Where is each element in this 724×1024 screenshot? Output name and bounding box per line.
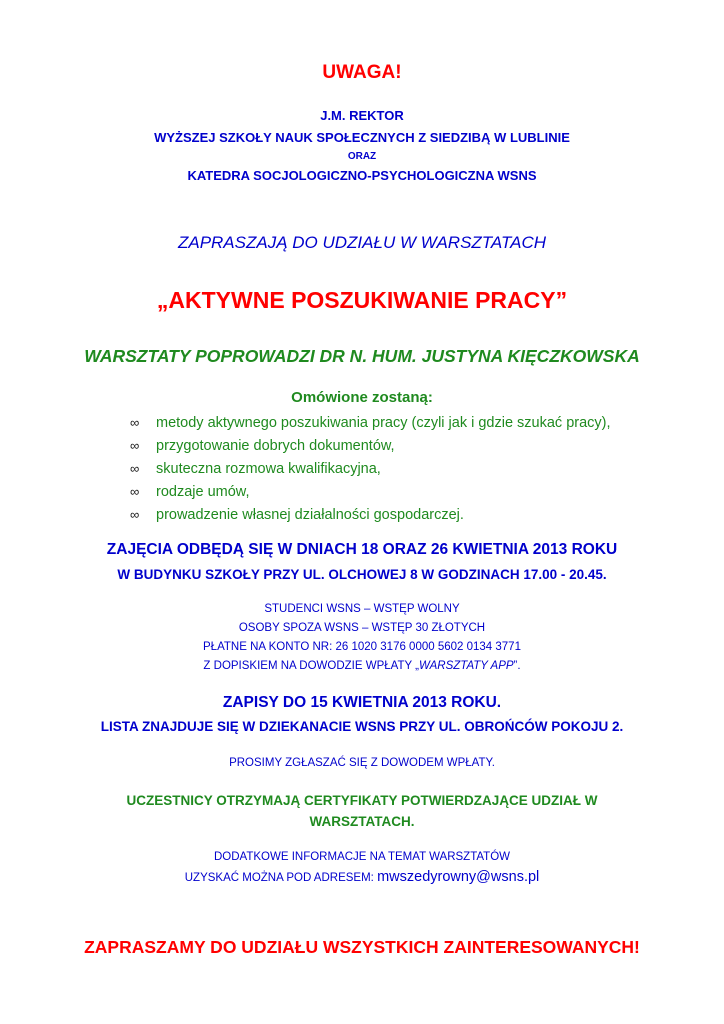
certificate-line-1: UCZESTNICY OTRZYMAJĄ CERTYFIKATY POTWIERDZAJĄCE UDZIAŁ W — [126, 793, 598, 808]
workshop-title: „AKTYWNE POSZUKIWANIE PRACY” — [156, 287, 568, 313]
and-connector: ORAZ — [347, 151, 377, 162]
infinity-bullet-icon: ∞ — [130, 484, 140, 499]
infinity-bullet-icon: ∞ — [130, 415, 140, 430]
department-name: KATEDRA SOCJOLOGICZNO-PSYCHOLOGICZNA WSNS — [187, 168, 537, 183]
topics-heading: Omówione zostaną: — [291, 389, 433, 406]
registration-list: LISTA ZNAJDUJE SIĘ W DZIEKANACIE WSNS PRZY UL. OBROŃCÓW POKOJU 2. — [100, 719, 624, 734]
list-item: ∞ skuteczna rozmowa kwalifikacyjna, — [130, 457, 611, 480]
fee-note-title: WARSZTATY APP — [418, 660, 514, 672]
schedule-dates: ZAJĘCIA ODBĘDĄ SIĘ W DNIACH 18 ORAZ 26 KWIETNIA 2013 ROKU — [106, 541, 618, 558]
fee-account: PŁATNE NA KONTO NR: 26 1020 3176 0000 5602 0134 3771 — [203, 641, 521, 653]
list-item: ∞ rodzaje umów, — [130, 480, 611, 503]
infinity-bullet-icon: ∞ — [130, 438, 140, 453]
list-item: ∞ prowadzenie własnej działalności gospodarczej. — [130, 503, 611, 526]
closing-invitation: ZAPRASZAMY DO UDZIAŁU WSZYSTKICH ZAINTERESOWANYCH! — [84, 937, 640, 957]
certificate-line-2: WARSZTATACH. — [309, 814, 415, 829]
attention-heading: UWAGA! — [322, 62, 402, 83]
registration-deadline: ZAPISY DO 15 KWIETNIA 2013 ROKU. — [222, 694, 502, 711]
info-line-2: UZYSKAĆ MOŻNA POD ADRESEM: mwszedyrowny@wsns.pl — [184, 869, 540, 885]
invite-line: ZAPRASZAJĄ DO UDZIAŁU W WARSZTATACH — [177, 233, 547, 252]
fee-others: OSOBY SPOZA WSNS – WSTĘP 30 ZŁOTYCH — [238, 622, 486, 634]
list-item: ∞ metody aktywnego poszukiwania pracy (czyli jak i gdzie szukać pracy), — [130, 411, 611, 434]
info-line-1: DODATKOWE INFORMACJE NA TEMAT WARSZTATÓW — [213, 851, 511, 863]
fee-students: STUDENCI WSNS – WSTĘP WOLNY — [264, 603, 460, 615]
fee-note: Z DOPISKIEM NA DOWODZIE WPŁATY „WARSZTATY APP”. — [203, 660, 521, 672]
list-item: ∞ przygotowanie dobrych dokumentów, — [130, 434, 611, 457]
workshop-leader: WARSZTATY POPROWADZI DR N. HUM. JUSTYNA KIĘCZKOWSKA — [84, 346, 640, 366]
schedule-place: W BUDYNKU SZKOŁY PRZY UL. OLCHOWEJ 8 W GODZINACH 17.00 - 20.45. — [117, 567, 607, 582]
infinity-bullet-icon: ∞ — [130, 461, 140, 476]
infinity-bullet-icon: ∞ — [130, 507, 140, 522]
payment-proof-note: PROSIMY ZGŁASZAĆ SIĘ Z DOWODEM WPŁATY. — [229, 757, 495, 769]
topics-list — [130, 411, 611, 526]
rector-line: J.M. REKTOR — [320, 108, 404, 123]
contact-email-link[interactable]: mwszedyrowny@wsns.pl — [377, 869, 540, 885]
school-name: WYŻSZEJ SZKOŁY NAUK SPOŁECZNYCH Z SIEDZIBĄ W LUBLINIE — [154, 130, 570, 145]
